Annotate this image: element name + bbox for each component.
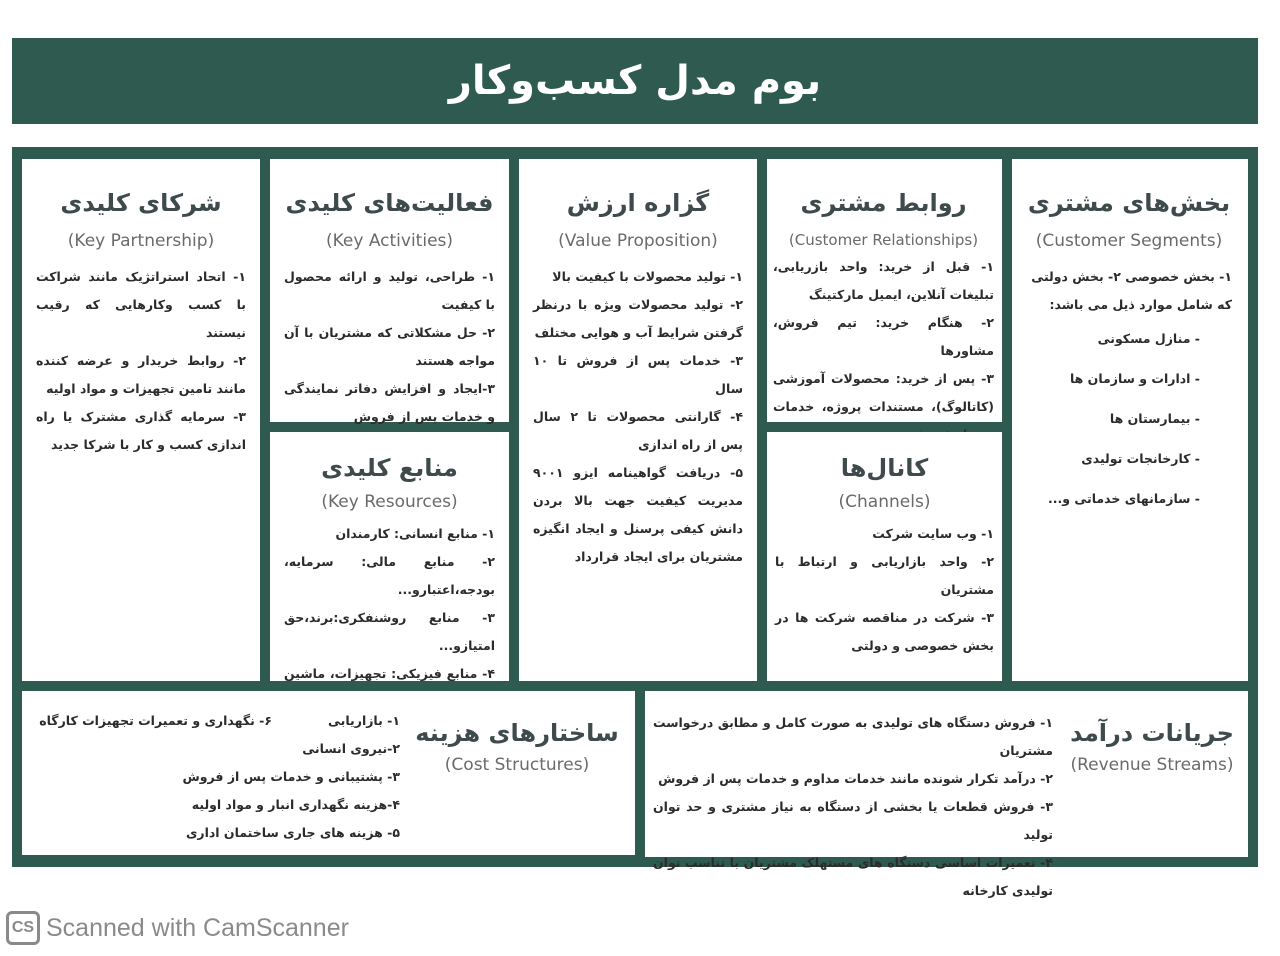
- customer-relationships-block: [767, 159, 1002, 422]
- list-item: - سازمانهای خدماتی و...: [1048, 491, 1200, 506]
- list-item: ۴- تعمیرات اساسی دستگاه های مستهلک مشتریان با تناسب توان تولیدی کارخانه: [653, 855, 1053, 898]
- list-item: ۲- منابع مالی: سرمایه، بودجه،اعتبارو...: [284, 554, 495, 597]
- key-activities-block: [270, 159, 509, 422]
- revenue-streams-subtitle: (Revenue Streams): [1070, 755, 1234, 775]
- page-title: بوم مدل کسب‌وکار: [448, 58, 822, 104]
- list-item: ۲- درآمد تکرار شونده مانند خدمات مداوم و خدمات پس از فروش: [658, 771, 1053, 786]
- key-activities-title: فعالیت‌های کلیدی: [285, 189, 494, 217]
- list-item: ۲- تولید محصولات ویژه با درنظر گرفتن شرایط آب و هوایی مختلف: [533, 297, 743, 340]
- cost-structures-list-2: [32, 707, 272, 735]
- key-activities-subtitle: (Key Activities): [325, 231, 454, 251]
- list-item: - منازل مسکونی: [1097, 331, 1200, 346]
- value-proposition-subtitle: (Value Proposition): [558, 231, 718, 251]
- key-resources-subtitle: (Key Resources): [321, 492, 458, 512]
- list-item: ۳- منابع روشنفکری:برند،حق امتیازو...: [284, 610, 495, 653]
- list-item: ۱- بازاریابی: [328, 713, 400, 728]
- scanner-watermark: [6, 908, 349, 948]
- cost-structures-title: ساختارهای هزینه: [415, 719, 619, 747]
- list-item: ۱- منابع انسانی: کارمندان: [335, 526, 495, 541]
- key-partnership-subtitle: (Key Partnership): [67, 231, 215, 251]
- customer-relationships-subtitle: (Customer Relationships): [788, 231, 979, 249]
- channels-title: کانال‌ها: [840, 454, 929, 482]
- list-item: ۲-نیروی انسانی: [302, 741, 400, 756]
- list-item: ۳- پس از خرید: محصولات آموزشی (کاتالوگ)، مستندات پروژه، خدمات: [773, 371, 994, 414]
- canvas-header: [12, 38, 1258, 124]
- list-item: ۱- فروش دستگاه های تولیدی به صورت کامل و مطابق درخواست مشتریان: [653, 715, 1053, 758]
- customer-segments-title: بخش‌های مشتری: [1027, 189, 1231, 217]
- camscanner-logo-icon: CS: [6, 911, 40, 945]
- business-model-canvas: [12, 147, 1258, 898]
- value-proposition-list: [533, 263, 743, 571]
- key-partnership-list: [36, 263, 246, 459]
- list-item: ۱- اتحاد استراتژیک مانند شراکت با کسب وکارهایی که رقیب نیستند: [36, 269, 246, 340]
- key-activities-list: [284, 263, 495, 431]
- key-resources-block: [270, 432, 509, 681]
- list-item: ۱- وب سایت شرکت: [872, 526, 994, 541]
- revenue-streams-heading: [1062, 719, 1242, 775]
- cost-structures-subtitle: (Cost Structures): [444, 755, 590, 775]
- list-item: ۱- تولید محصولات با کیفیت بالا: [552, 269, 743, 284]
- customer-relationships-list: [773, 253, 994, 449]
- key-resources-list: [284, 520, 495, 716]
- list-item: ۴-هزینه نگهداری انبار و مواد اولیه: [191, 797, 400, 812]
- scanner-watermark-text: Scanned with CamScanner: [46, 913, 349, 942]
- customer-segments-block: [1012, 159, 1248, 681]
- list-item: ۳-ایجاد و افزایش دفاتر نمایندگی و خدمات پس از فروش: [284, 381, 495, 424]
- list-item: - کارخانجات تولیدی: [1081, 451, 1200, 466]
- list-item: ۲- هنگام خرید: تیم فروش، مشاورها: [773, 315, 994, 358]
- list-item: ۱- قبل از خرید: واحد بازریابی، تبلیغات آنلاین، ایمیل مارکتینگ: [773, 259, 994, 302]
- key-partnership-block: [22, 159, 260, 681]
- customer-segments-intro: ۱- بخش خصوصی ۲- بخش دولتی که شامل موارد ذیل می باشد:: [1031, 269, 1232, 312]
- list-item: ۵- هزینه های جاری ساختمان اداری: [185, 825, 400, 840]
- value-proposition-title: گزاره ارزش: [566, 189, 710, 217]
- customer-segments-subtitle: (Customer Segments): [1035, 231, 1223, 251]
- revenue-streams-block: [645, 691, 1248, 898]
- list-item: ۱- طراحی، تولید و ارائه محصول با کیفیت: [284, 269, 495, 312]
- value-proposition-block: [519, 159, 757, 681]
- list-item: ۲- حل مشکلاتی که مشتریان با آن مواجه هستند: [284, 325, 495, 368]
- key-resources-title: منابع کلیدی: [321, 454, 458, 482]
- cost-structures-heading: [407, 719, 627, 775]
- customer-segments-list: [1018, 263, 1240, 519]
- list-item: ۵- دریافت گواهینامه ایزو ۹۰۰۱ مدیریت کیفیت جهت بالا بردن دانش کیفی پرسنل و ایجاد انگیزه مشتریان برای ایجاد قرارداد: [533, 465, 743, 564]
- list-item: ۳- شرکت در مناقصه شرکت ها در بخش خصوصی و دولتی: [775, 610, 994, 653]
- list-item: ۴- گارانتی محصولات تا ۲ سال پس از راه اندازی: [533, 409, 744, 452]
- key-partnership-title: شرکای کلیدی: [60, 189, 222, 217]
- list-item: - ادارات و سازمان ها: [1069, 371, 1200, 386]
- revenue-streams-list: [653, 709, 1053, 905]
- list-item: ۳- سرمایه گذاری مشترک یا راه اندازی کسب و کار با شرکا جدید: [36, 409, 246, 452]
- customer-relationships-title: روابط مشتری: [800, 189, 967, 217]
- list-item: ۲- روابط خریدار و عرضه کننده مانند تامین تجهیزات و مواد اولیه: [36, 353, 246, 396]
- list-item: ۳- خدمات پس از فروش تا ۱۰ سال: [533, 353, 743, 396]
- cost-structures-block: [22, 691, 635, 855]
- list-item: ۶- نگهداری و تعمیرات تجهیزات کارگاه: [39, 713, 272, 728]
- revenue-streams-title: جریانات درآمد: [1070, 719, 1234, 747]
- channels-subtitle: (Channels): [838, 492, 931, 512]
- list-item: ۳- فروش قطعات یا بخشی از دستگاه به نیاز مشتری و حد توان تولید: [653, 799, 1053, 842]
- list-item: ۴- منابع فیزیکی: تجهیزات، ماشین: [284, 666, 495, 681]
- channels-list: [775, 520, 994, 660]
- list-item: ۲- واحد بازاریابی و ارتباط با مشتریان: [775, 554, 994, 597]
- channels-block: [767, 432, 1002, 681]
- list-item: ۳- پشتیبانی و خدمات پس از فروش: [182, 769, 400, 784]
- list-item: - بیمارستان ها: [1109, 411, 1200, 426]
